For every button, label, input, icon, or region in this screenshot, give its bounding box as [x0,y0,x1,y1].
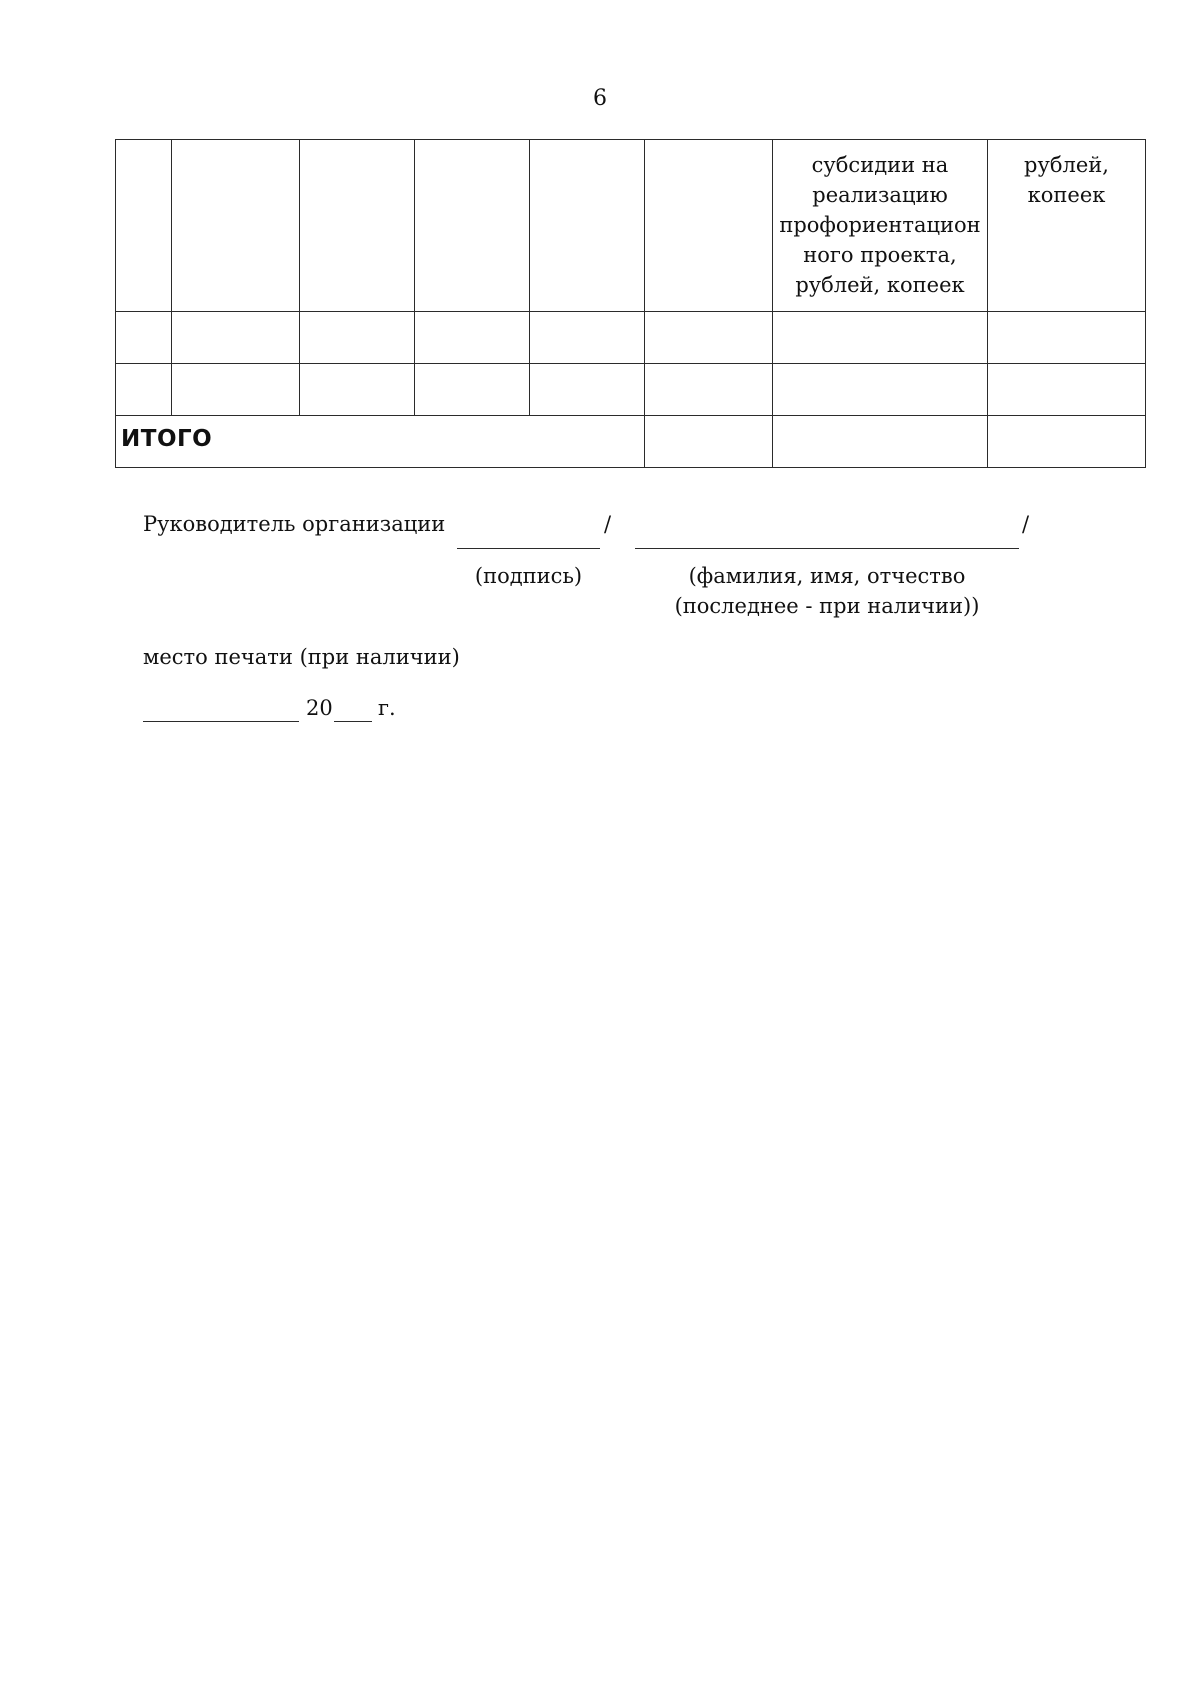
page-number: 6 [593,86,607,111]
table-column-divider [414,139,415,416]
year-prefix: 20 [306,696,333,720]
table-column-divider [644,139,645,468]
full-name-line [635,548,1019,549]
table-row-divider [115,415,1145,416]
header-cell-rubles: рублей, копеек [1024,153,1109,207]
header-cell-subsidy: субсидии на реализацию профориентацион ного проекта, рублей, копеек [779,153,981,297]
table-column-divider [529,139,530,416]
signature-caption: (подпись) [474,564,583,588]
table-border-bottom [115,467,1145,468]
total-label: ИТОГО [121,426,213,452]
separator-slash: / [604,512,612,536]
table-row-divider [115,363,1145,364]
separator-slash: / [1022,512,1030,536]
year-suffix: г. [378,696,396,720]
table-border-left [115,139,116,468]
year-line [334,721,372,722]
stamp-place-label: место печати (при наличии) [143,645,460,669]
date-line [143,721,299,722]
role-label: Руководитель организации [143,512,446,536]
full-name-caption: (фамилия, имя, отчество (последнее - при наличии)) [674,564,980,618]
table-border-top [115,139,1145,140]
signature-line [457,548,600,549]
table-column-divider [171,139,172,416]
table-column-divider [299,139,300,416]
table-border-right [1145,139,1146,468]
table-row-divider [115,311,1145,312]
